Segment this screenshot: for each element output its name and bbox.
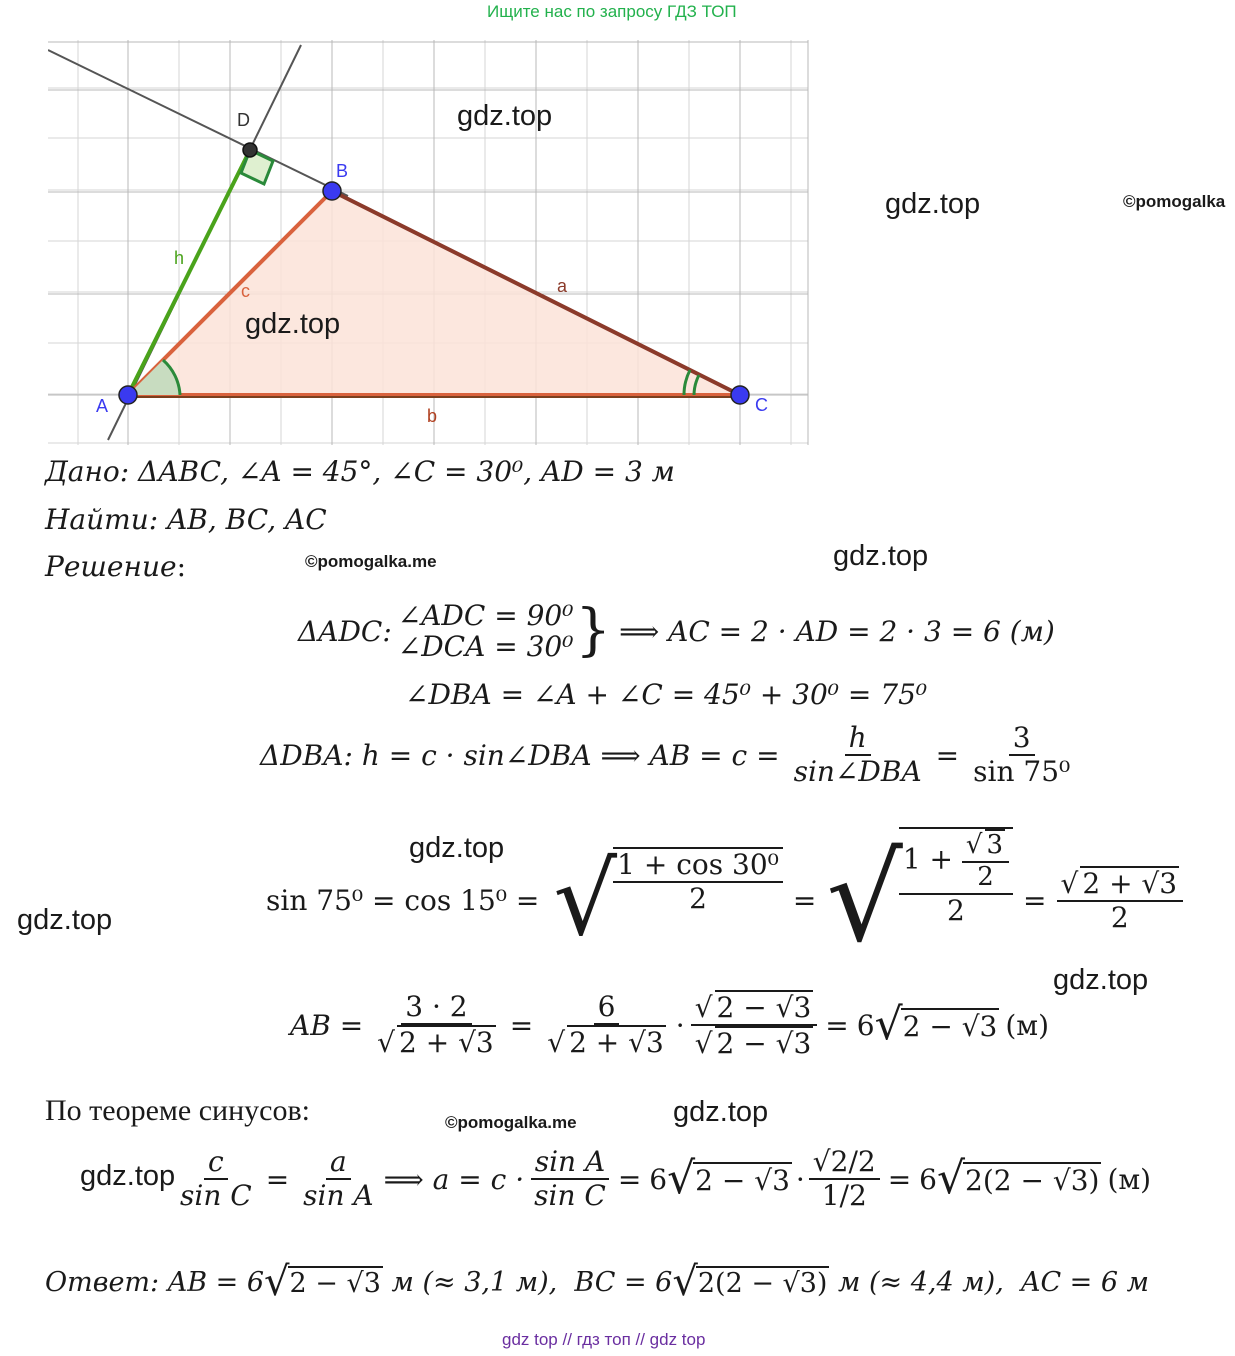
equals-sign: =	[825, 1008, 849, 1042]
given-label: Дано	[45, 455, 120, 488]
radicand: 2 − √3	[716, 1027, 812, 1061]
find-label: Найти	[45, 503, 149, 536]
coefficient: 6	[919, 1162, 937, 1196]
fraction-den: 2	[977, 861, 994, 892]
fraction-den: 1/2	[821, 1179, 867, 1213]
big-radical: √	[826, 830, 903, 969]
solution-line-5	[290, 990, 1049, 1060]
adc-system	[398, 600, 574, 663]
fraction-6	[543, 991, 670, 1059]
ab-prefix: AB =	[290, 1008, 364, 1042]
watermark-gdz: gdz.top	[1053, 964, 1149, 996]
radicand: 2 + √3	[399, 1026, 494, 1060]
a-relation: ⟹ a = c ·	[383, 1162, 525, 1196]
fraction-sqrt3-2	[962, 829, 1009, 893]
coefficient: 6	[649, 1162, 668, 1196]
fraction-conj	[691, 990, 818, 1060]
watermark-gdz: gdz.top	[885, 188, 981, 220]
equals-sign: =	[1023, 883, 1047, 917]
sin75-prefix: sin 75⁰ = cos 15⁰ =	[266, 883, 540, 917]
radicand: 2(2 − √3)	[697, 1267, 828, 1299]
fraction-a-sinA	[299, 1146, 377, 1212]
label-side-a: a	[557, 276, 568, 296]
fraction-den	[691, 1026, 818, 1060]
watermark-pomogalka: ©pomogalka.me	[445, 1113, 577, 1132]
label-d: D	[237, 110, 250, 130]
equals-sign: =	[617, 1162, 642, 1196]
fraction-num: sin A	[531, 1146, 609, 1180]
num-part: 1 +	[902, 842, 954, 876]
given-text: : ΔABC, ∠A = 45°, ∠C = 30⁰, AD = 3 м	[119, 455, 675, 488]
radicand: 2 − √3	[902, 1009, 998, 1043]
equals-sign: =	[887, 1162, 912, 1196]
fraction-den: sin 75⁰	[973, 755, 1071, 789]
adc-eq1: ∠ADC = 90⁰	[397, 599, 574, 632]
radical-sign: √	[672, 1259, 698, 1305]
equals-sign: =	[509, 1008, 534, 1042]
radical-sign: √	[264, 1259, 290, 1305]
answer-text-2: м (≈ 3,1 м), BC = 6	[382, 1266, 673, 1298]
footer-note: gdz top // гдз топ // gdz top	[502, 1330, 706, 1349]
radicand: 2 − √3	[716, 991, 812, 1024]
equals-sign: =	[792, 883, 817, 917]
dot-operator: ·	[795, 1162, 805, 1196]
fraction-num: 1 + cos 30⁰	[613, 849, 783, 883]
equals-sign: =	[265, 1162, 290, 1196]
solution-label: Решение	[45, 550, 177, 583]
fraction-den: 2	[689, 882, 707, 915]
point-b	[323, 182, 341, 200]
system-brace: }	[575, 598, 612, 664]
watermark-pomogalka: ©pomogalka.me	[305, 552, 437, 571]
fraction-sqrt2-2	[809, 1146, 880, 1212]
fraction-nested	[899, 827, 1013, 927]
radical-sign	[695, 991, 713, 1024]
fraction-c-sinC	[176, 1146, 256, 1212]
fraction-den	[543, 1025, 670, 1059]
line-ad-extended	[48, 50, 348, 196]
fraction-3x2	[373, 991, 500, 1059]
fraction-num: c	[204, 1146, 228, 1180]
dba-relation: ΔDBA: h = c · sin∠DBA ⟹ AB = c =	[260, 738, 780, 772]
radicand: 2(2 − √3)	[965, 1163, 1100, 1197]
watermark-gdz: gdz.top	[245, 308, 341, 340]
adc-eq2: ∠DCA = 30⁰	[397, 630, 574, 664]
equals-sign: =	[935, 738, 960, 772]
solution-line-4	[266, 830, 1183, 969]
radical-sign	[1061, 867, 1079, 900]
ac-result: ⟹ AC = 2 · AD = 2 · 3 = 6 (м)	[619, 614, 1055, 648]
label-c: C	[755, 395, 768, 415]
point-d	[243, 143, 257, 157]
radicand: 2 + √3	[1082, 866, 1178, 900]
fraction-num: 6	[594, 991, 620, 1025]
fraction-sinA-sinC	[530, 1146, 610, 1212]
watermark-gdz: gdz.top	[409, 832, 505, 864]
fraction-h-sin	[790, 722, 926, 788]
watermark-gdz: gdz.top	[80, 1160, 176, 1192]
solution-line-2: ∠DBA = ∠A + ∠C = 45⁰ + 30⁰ = 75⁰	[405, 678, 928, 711]
solution-line-1	[298, 600, 1055, 663]
solution-heading	[45, 550, 186, 583]
triangle-figure	[48, 40, 810, 445]
fraction-num	[691, 990, 818, 1026]
unit: (м)	[1005, 1008, 1049, 1042]
point-c	[731, 386, 749, 404]
fraction-1pluscos	[613, 847, 783, 915]
watermark-gdz: gdz.top	[457, 100, 553, 132]
find-text: : AB, BC, AC	[148, 503, 327, 536]
fraction-den: 2	[947, 893, 965, 927]
fraction-num: 3 · 2	[401, 991, 471, 1025]
label-h: h	[174, 248, 185, 268]
fraction-num: a	[326, 1146, 351, 1180]
given-line	[45, 455, 675, 488]
watermark-gdz: gdz.top	[17, 904, 113, 936]
radicand: 2 − √3	[695, 1163, 790, 1197]
find-line	[45, 503, 327, 536]
sine-theorem-label: По теореме синусов:	[45, 1094, 310, 1127]
big-radical: √	[553, 841, 618, 958]
fraction-den: sin∠DBA	[793, 755, 922, 789]
radicand: 2 + √3	[569, 1026, 664, 1060]
header-note: Ищите нас по запросу ГДЗ ТОП	[487, 2, 737, 21]
watermark-pomogalka: ©pomogalka	[1123, 192, 1226, 211]
fraction-den: sin C	[534, 1179, 606, 1213]
fraction-num: h	[845, 722, 871, 756]
fraction-num	[962, 829, 1009, 863]
solution-line-3	[260, 722, 1074, 788]
radical-sign: √	[667, 1153, 696, 1205]
fraction-den: sin C	[180, 1179, 252, 1213]
label-a: A	[96, 396, 109, 416]
adc-prefix: ΔADC:	[298, 614, 392, 648]
watermark-gdz: gdz.top	[833, 540, 929, 572]
radicand: 2 − √3	[289, 1267, 381, 1299]
answer-line	[45, 1259, 1150, 1305]
fraction-num	[899, 829, 1013, 895]
unit: (м)	[1107, 1162, 1152, 1196]
radical-sign	[695, 1027, 713, 1060]
fraction-num	[1057, 866, 1184, 902]
solution-colon: :	[176, 550, 186, 583]
fraction-3-sin75	[969, 722, 1074, 788]
radicand: 3	[986, 830, 1004, 861]
fraction-den: sin A	[303, 1179, 374, 1213]
answer-text-3: м (≈ 4,4 м), AC = 6 м	[829, 1266, 1150, 1298]
label-b: B	[336, 161, 349, 181]
answer-label: Ответ	[45, 1266, 151, 1298]
fraction-den: 2	[1110, 901, 1129, 934]
radical-sign	[966, 830, 983, 860]
fraction-num: 3	[1009, 722, 1035, 756]
fraction-den	[373, 1025, 500, 1059]
answer-text-1: : AB = 6	[150, 1266, 265, 1298]
fraction-result	[1057, 866, 1184, 934]
point-a	[119, 386, 137, 404]
coefficient: 6	[856, 1008, 875, 1042]
dot-operator: ·	[675, 1008, 685, 1042]
radical-sign: √	[874, 999, 903, 1051]
radical-sign	[547, 1026, 565, 1059]
label-side-c: c	[241, 281, 250, 301]
radical-sign	[377, 1026, 395, 1059]
solution-line-6	[176, 1146, 1151, 1212]
radical-sign: √	[937, 1153, 966, 1205]
fraction-num: √2/2	[809, 1146, 880, 1180]
label-side-b: b	[427, 406, 438, 426]
watermark-gdz: gdz.top	[673, 1096, 769, 1128]
